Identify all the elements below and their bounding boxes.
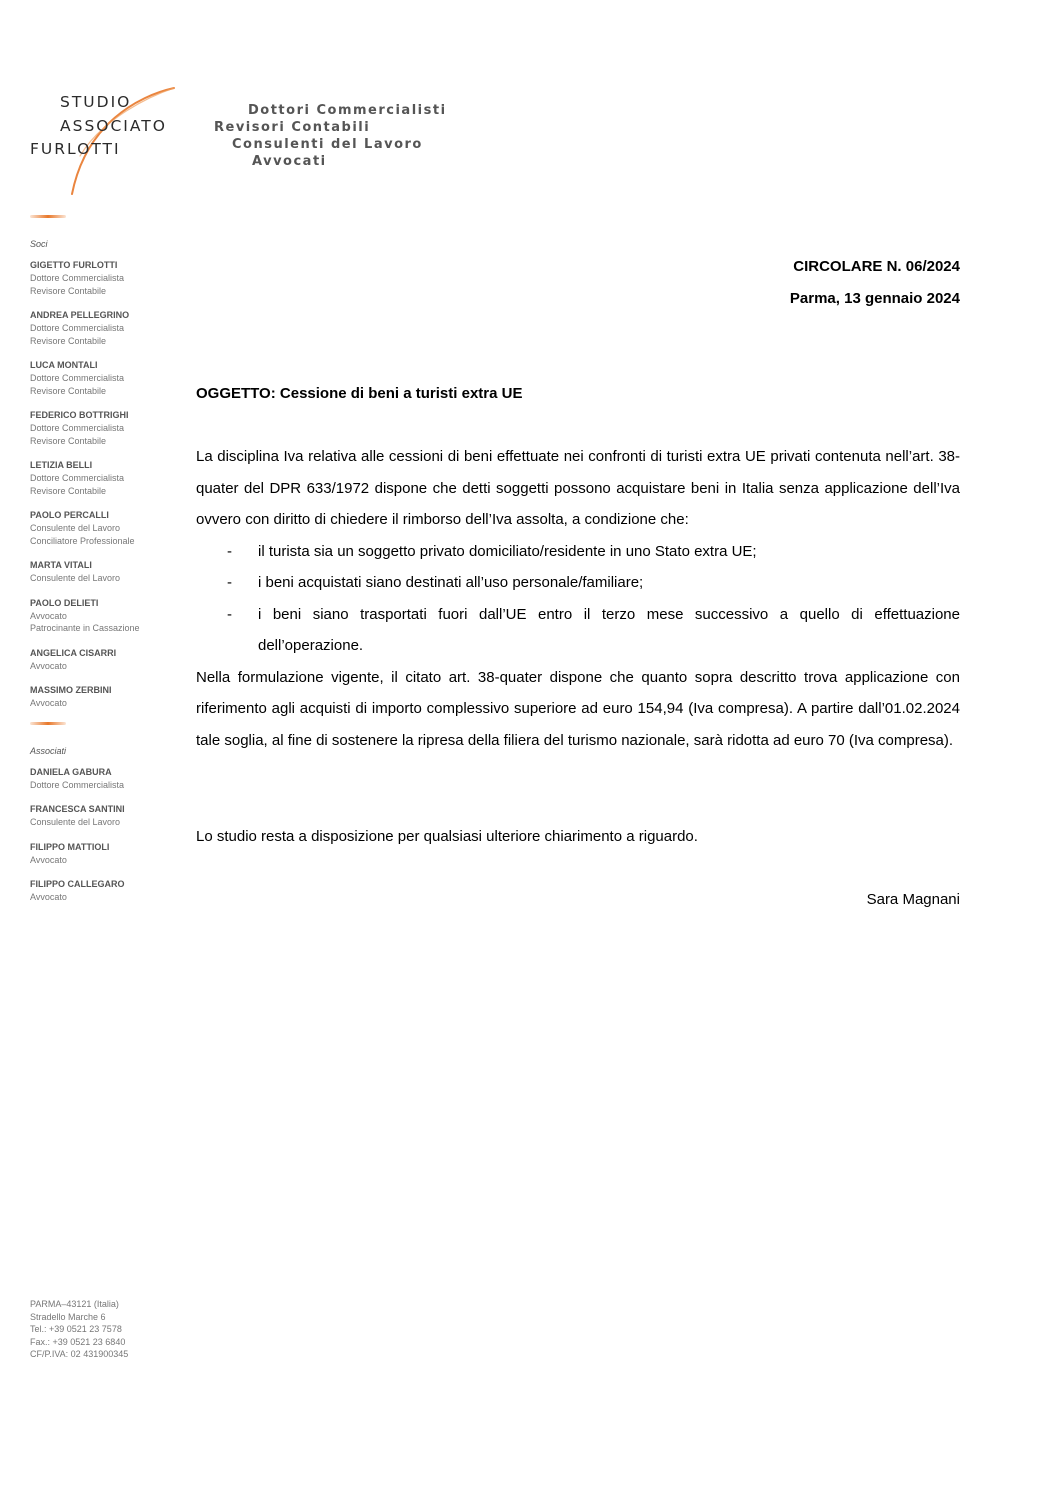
letter-body bbox=[196, 441, 960, 756]
partner-role: Dottore Commercialista bbox=[30, 423, 125, 433]
partner-name: LUCA MONTALI bbox=[30, 360, 98, 370]
partner-name: GIGETTO FURLOTTI bbox=[30, 260, 118, 270]
profession-commercialisti: Dottori Commercialisti bbox=[248, 103, 447, 118]
footer-line: Stradello Marche 6 bbox=[30, 1311, 106, 1322]
partner-entry bbox=[30, 597, 180, 635]
partner-role: Dottore Commercialista bbox=[30, 779, 125, 790]
intro-paragraph: La disciplina Iva relativa alle cessioni di beni effettuate nei confronti di turisti extra UE privati contenuta nell’art. 38-quater del DPR 633/1972 dispone che detti soggetti possono acquistare beni in Italia senza applicazione dell’Iva ovvero con diritto di chiedere il rimborso dell’Iva assolta, a condizione che: bbox=[196, 448, 960, 528]
partner-role: Consulente del Lavoro bbox=[30, 523, 121, 533]
closing-line: Lo studio resta a disposizione per qualsiasi ulteriore chiarimento a riguardo. bbox=[196, 828, 698, 845]
partner-role: Revisore Contabile bbox=[30, 385, 107, 396]
partner-entry bbox=[30, 359, 180, 397]
bullet-dash: - bbox=[227, 574, 232, 591]
condition-text: i beni acquistati siano destinati all’uso personale/familiare; bbox=[258, 574, 644, 591]
partner-entry bbox=[30, 559, 180, 585]
footer-line: Tel.: +39 0521 23 7578 bbox=[30, 1324, 122, 1334]
letter-date: Parma, 13 gennaio 2024 bbox=[789, 290, 960, 307]
bullet-dash: - bbox=[227, 605, 232, 623]
partner-role: Avvocato bbox=[30, 698, 67, 708]
conditions-list bbox=[196, 536, 960, 662]
partner-role: Avvocato bbox=[30, 660, 67, 671]
partner-name: ANDREA PELLEGRINO bbox=[30, 310, 130, 320]
footer-line: CF/P.IVA: 02 431900345 bbox=[30, 1349, 129, 1359]
condition-item bbox=[196, 536, 960, 568]
logo-text-associato: ASSOCIATO bbox=[60, 117, 167, 135]
condition-item bbox=[196, 599, 960, 662]
partner-role: Avvocato bbox=[30, 854, 67, 865]
condition-item bbox=[196, 567, 960, 599]
partner-entry bbox=[30, 509, 180, 547]
partner-name: FRANCESCA SANTINI bbox=[30, 804, 125, 814]
circolare-number: CIRCOLARE N. 06/2024 bbox=[793, 258, 960, 275]
threshold-paragraph: Nella formulazione vigente, il citato art. 38-quater dispone che quanto sopra descritto trova applicazione con riferimento agli acquisti di importo complessivo superiore ad euro 154,94 (Iva compresa). A partire dall’01.02.2024 tale soglia, al fine di sostenere la ripresa della filiera del turismo nazionale, sarà ridotta ad euro 70 (Iva compresa). bbox=[196, 668, 960, 749]
partner-role: Consulente del Lavoro bbox=[30, 573, 121, 583]
condition-text: il turista sia un soggetto privato domiciliato/residente in uno Stato extra UE; bbox=[258, 542, 757, 560]
partner-name: FILIPPO MATTIOLI bbox=[30, 841, 110, 852]
partner-entry bbox=[30, 841, 180, 867]
partner-role: Conciliatore Professionale bbox=[30, 535, 135, 546]
partner-name: FILIPPO CALLEGARO bbox=[30, 879, 125, 889]
partner-entry bbox=[30, 878, 180, 904]
partner-entry bbox=[30, 259, 180, 297]
associati-list bbox=[30, 766, 180, 904]
partner-role: Dottore Commercialista bbox=[30, 373, 125, 383]
partner-role: Dottore Commercialista bbox=[30, 273, 125, 283]
partner-role: Consulente del Lavoro bbox=[30, 817, 121, 827]
partner-role: Dottore Commercialista bbox=[30, 323, 125, 333]
partner-role: Patrocinante in Cassazione bbox=[30, 623, 140, 633]
partner-entry bbox=[30, 684, 180, 710]
partner-name: LETIZIA BELLI bbox=[30, 460, 93, 470]
partner-entry bbox=[30, 409, 180, 447]
partner-name: ANGELICA CISARRI bbox=[30, 647, 117, 658]
studio-logo bbox=[28, 86, 178, 198]
partner-role: Revisore Contabile bbox=[30, 285, 107, 296]
partner-entry bbox=[30, 803, 180, 829]
partner-entry bbox=[30, 309, 180, 347]
partners-sidebar bbox=[30, 215, 180, 916]
partner-role: Dottore Commercialista bbox=[30, 473, 125, 483]
profession-revisori: Revisori Contabili bbox=[214, 120, 371, 135]
profession-avvocati: Avvocati bbox=[252, 154, 327, 169]
partner-name: FEDERICO BOTTRIGHI bbox=[30, 410, 129, 420]
logo-text-studio: STUDIO bbox=[60, 93, 132, 111]
orange-divider bbox=[30, 215, 66, 218]
partner-role: Revisore Contabile bbox=[30, 485, 107, 496]
partner-role: Revisore Contabile bbox=[30, 335, 107, 346]
associati-title: Associati bbox=[30, 745, 67, 756]
partner-name: PAOLO PERCALLI bbox=[30, 510, 109, 520]
orange-divider bbox=[30, 722, 66, 725]
partner-entry bbox=[30, 766, 180, 792]
partner-role: Avvocato bbox=[30, 610, 67, 621]
signature: Sara Magnani bbox=[866, 891, 960, 908]
partner-name: DANIELA GABURA bbox=[30, 766, 112, 777]
soci-list bbox=[30, 259, 180, 710]
address-footer bbox=[30, 1298, 128, 1361]
bullet-dash: - bbox=[227, 542, 232, 560]
logo-text-furlotti: FURLOTTI bbox=[30, 140, 121, 158]
partner-entry bbox=[30, 459, 180, 497]
partner-role: Avvocato bbox=[30, 892, 67, 902]
partner-entry bbox=[30, 647, 180, 673]
partner-name: MARTA VITALI bbox=[30, 560, 92, 570]
soci-title: Soci bbox=[30, 239, 48, 249]
condition-text: i beni siano trasportati fuori dall’UE entro il terzo mese successivo a quello di effettuazione dell’operazione. bbox=[258, 605, 960, 654]
letter-subject: OGGETTO: Cessione di beni a turisti extra UE bbox=[196, 385, 523, 402]
profession-consulenti: Consulenti del Lavoro bbox=[232, 137, 423, 152]
partner-role: Revisore Contabile bbox=[30, 435, 107, 446]
partner-name: MASSIMO ZERBINI bbox=[30, 685, 112, 695]
partner-name: PAOLO DELIETI bbox=[30, 597, 99, 608]
footer-line: PARMA–43121 (Italia) bbox=[30, 1299, 119, 1309]
footer-line: Fax.: +39 0521 23 6840 bbox=[30, 1336, 126, 1347]
